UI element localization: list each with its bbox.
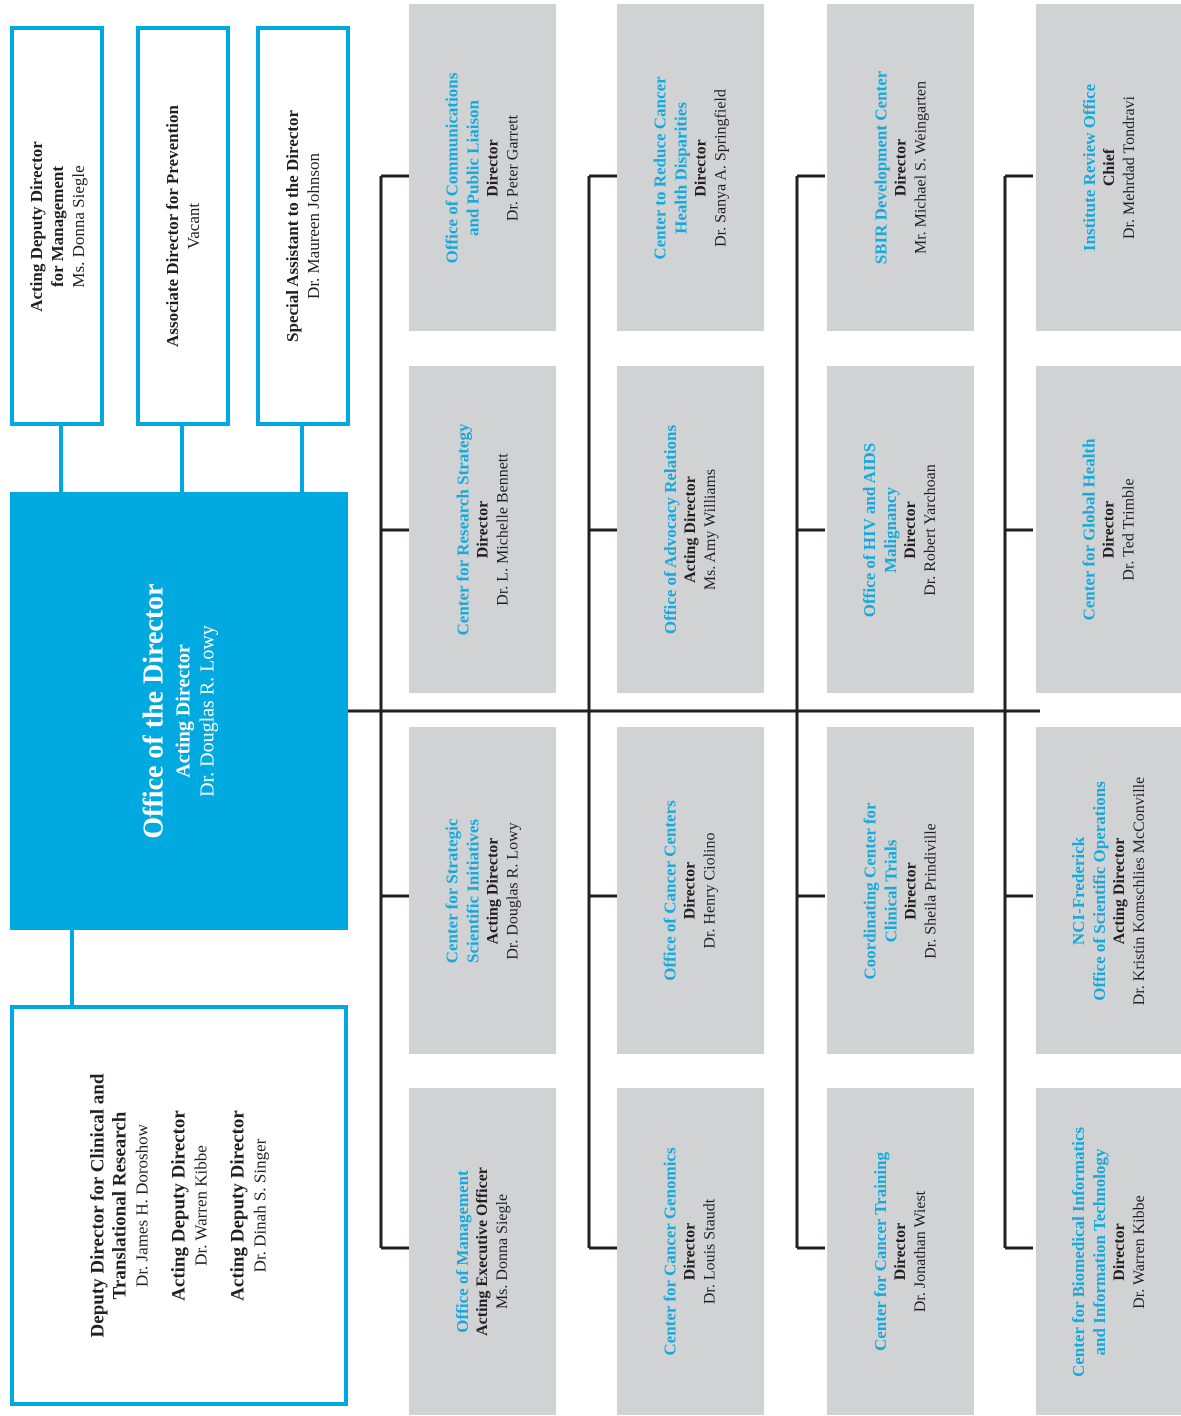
main-title: Office of the Director <box>139 583 170 839</box>
main-name: Dr. Douglas R. Lowy <box>197 625 219 797</box>
office-text <box>442 72 524 263</box>
office-person: Dr. Warren Kibbe <box>1131 1194 1149 1309</box>
deputy-name: Dr. James H. Doroshow <box>132 1124 152 1287</box>
staff-name: Ms. Donna Siegle <box>68 164 88 288</box>
main-role: Acting Director <box>173 644 195 778</box>
office-text <box>870 1152 931 1351</box>
office-title-line: Office of Advocacy Relations <box>661 424 680 635</box>
office-box <box>1036 366 1181 693</box>
office-title-line: Health Disparities <box>671 101 691 234</box>
office-title-line: Office of Cancer Centers <box>661 800 681 981</box>
office-role: Director <box>1101 500 1119 559</box>
office-box <box>617 4 764 331</box>
staff-title-line: Special Assistant to the Director <box>283 110 302 342</box>
office-title-line: Center for Global Health <box>1080 438 1100 621</box>
office-role: Director <box>692 138 710 197</box>
deputies-box <box>10 1005 348 1406</box>
office-title-line: Clinical Trials <box>881 839 901 942</box>
office-text <box>452 424 513 636</box>
office-text <box>452 1167 513 1336</box>
staff-box <box>136 26 230 426</box>
office-title-line: Coordinating Center for <box>860 801 880 980</box>
office-person: Dr. Sanya A. Springfield <box>712 88 730 247</box>
office-box <box>617 366 764 693</box>
staff-box <box>10 26 104 426</box>
staff-text <box>282 110 324 342</box>
office-text <box>1079 438 1140 620</box>
office-person: Ms. Amy Williams <box>702 468 719 591</box>
office-text <box>1079 84 1140 251</box>
office-role: Director <box>902 861 920 920</box>
office-box <box>617 727 764 1054</box>
office-role: Director <box>474 500 491 559</box>
office-text <box>441 818 523 963</box>
office-title-line: Scientific Initiatives <box>463 818 483 963</box>
deputy-role: Acting Deputy Director <box>227 1110 249 1301</box>
staff-box <box>256 26 350 426</box>
deputy-title-line: Deputy Director for Clinical and <box>87 1073 109 1338</box>
office-title-line: Office of Management <box>453 1170 473 1333</box>
deputy-title-line: Translational Research <box>109 1111 131 1300</box>
office-box <box>827 366 974 693</box>
office-role: Director <box>682 861 700 920</box>
office-role: Director <box>682 1222 700 1281</box>
office-title-line: and Public Liaison <box>463 99 483 236</box>
office-person: Dr. L. Michelle Bennett <box>494 453 511 606</box>
office-role: Acting Director <box>1111 837 1129 944</box>
office-box <box>617 1088 764 1415</box>
office-box <box>827 727 974 1054</box>
office-person: Dr. Douglas R. Lowy <box>504 821 522 960</box>
office-person: Ms. Donna Siegle <box>494 1193 512 1310</box>
office-text <box>650 76 732 259</box>
office-title-line: Malignancy <box>881 486 901 573</box>
office-text <box>660 425 721 634</box>
office-title-line: Center for Biomedical Informatics <box>1069 1126 1089 1377</box>
deputy-entry-name: Dr. Dinah S. Singer <box>250 1138 270 1273</box>
staff-title-line: Associate Director for Prevention <box>163 105 182 347</box>
office-text <box>1069 776 1151 1004</box>
office-box <box>827 4 974 331</box>
office-person: Dr. Henry Ciolino <box>702 832 720 949</box>
office-role: Director <box>902 500 920 559</box>
office-person: Dr. Louis Staudt <box>702 1198 720 1305</box>
office-box <box>1036 4 1181 331</box>
staff-title-line: for Management <box>47 165 67 287</box>
deputy-role: Acting Deputy Director <box>168 1110 190 1301</box>
staff-title-line: Acting Deputy Director <box>26 140 46 312</box>
office-box <box>409 4 556 331</box>
office-box <box>409 1088 556 1415</box>
office-title-line: and Information Technology <box>1090 1148 1110 1355</box>
office-title-line: SBIR Development Center <box>871 70 890 265</box>
office-person: Dr. Peter Garrett <box>504 114 522 221</box>
staff-text <box>26 141 89 312</box>
office-person: Dr. Sheila Prindiville <box>922 822 940 959</box>
office-text <box>1069 1126 1151 1376</box>
office-title-line: Center for Research Strategy <box>453 423 472 636</box>
office-of-director-box <box>10 492 348 930</box>
office-title-line: Institute Review Office <box>1080 83 1099 252</box>
office-text <box>660 800 721 980</box>
office-person: Dr. Kristin Komschlies McConville <box>1131 776 1149 1005</box>
office-text <box>860 442 942 616</box>
office-box <box>409 727 556 1054</box>
office-text <box>870 71 931 265</box>
office-role: Director <box>1111 1222 1129 1281</box>
office-text <box>860 802 942 979</box>
office-box <box>1036 727 1181 1054</box>
office-person: Dr. Mehrdad Tondravi <box>1121 96 1138 239</box>
office-title-line: Center for Strategic <box>442 818 462 963</box>
office-text <box>660 1147 721 1355</box>
office-role: Director <box>892 1222 910 1281</box>
office-role: Director <box>484 138 502 197</box>
office-role: Chief <box>1101 148 1118 187</box>
office-role: Acting Director <box>682 476 699 583</box>
office-role: Acting Executive Officer <box>474 1167 492 1336</box>
staff-text <box>162 105 204 347</box>
office-title-line: Office of Communications <box>442 72 462 263</box>
office-title-line: Center to Reduce Cancer <box>650 75 670 260</box>
deputy-entry-name: Dr. Warren Kibbe <box>191 1145 211 1266</box>
deputy-entry <box>168 1110 211 1301</box>
office-title-line: Office of HIV and AIDS <box>860 442 880 617</box>
office-box <box>409 366 556 693</box>
staff-name: Dr. Maureen Johnson <box>304 153 323 299</box>
office-role: Acting Director <box>484 837 502 944</box>
office-title-line: NCI-Frederick <box>1069 836 1089 945</box>
deputies-text <box>87 1074 270 1338</box>
office-box <box>1036 1088 1181 1415</box>
office-box <box>827 1088 974 1415</box>
office-person: Dr. Ted Trimble <box>1121 478 1139 581</box>
main-text <box>138 583 220 838</box>
office-title-line: Office of Scientific Operations <box>1090 780 1110 1001</box>
office-title-line: Center for Cancer Genomics <box>661 1147 681 1356</box>
office-role: Director <box>892 138 909 197</box>
office-title-line: Center for Cancer Training <box>871 1151 891 1352</box>
deputy-entry <box>227 1110 270 1301</box>
office-person: Dr. Jonathan Wiest <box>912 1190 930 1313</box>
staff-name: Vacant <box>184 202 203 250</box>
office-person: Dr. Robert Yarchoan <box>922 463 940 596</box>
office-person: Mr. Michael S. Weingarten <box>912 80 929 255</box>
